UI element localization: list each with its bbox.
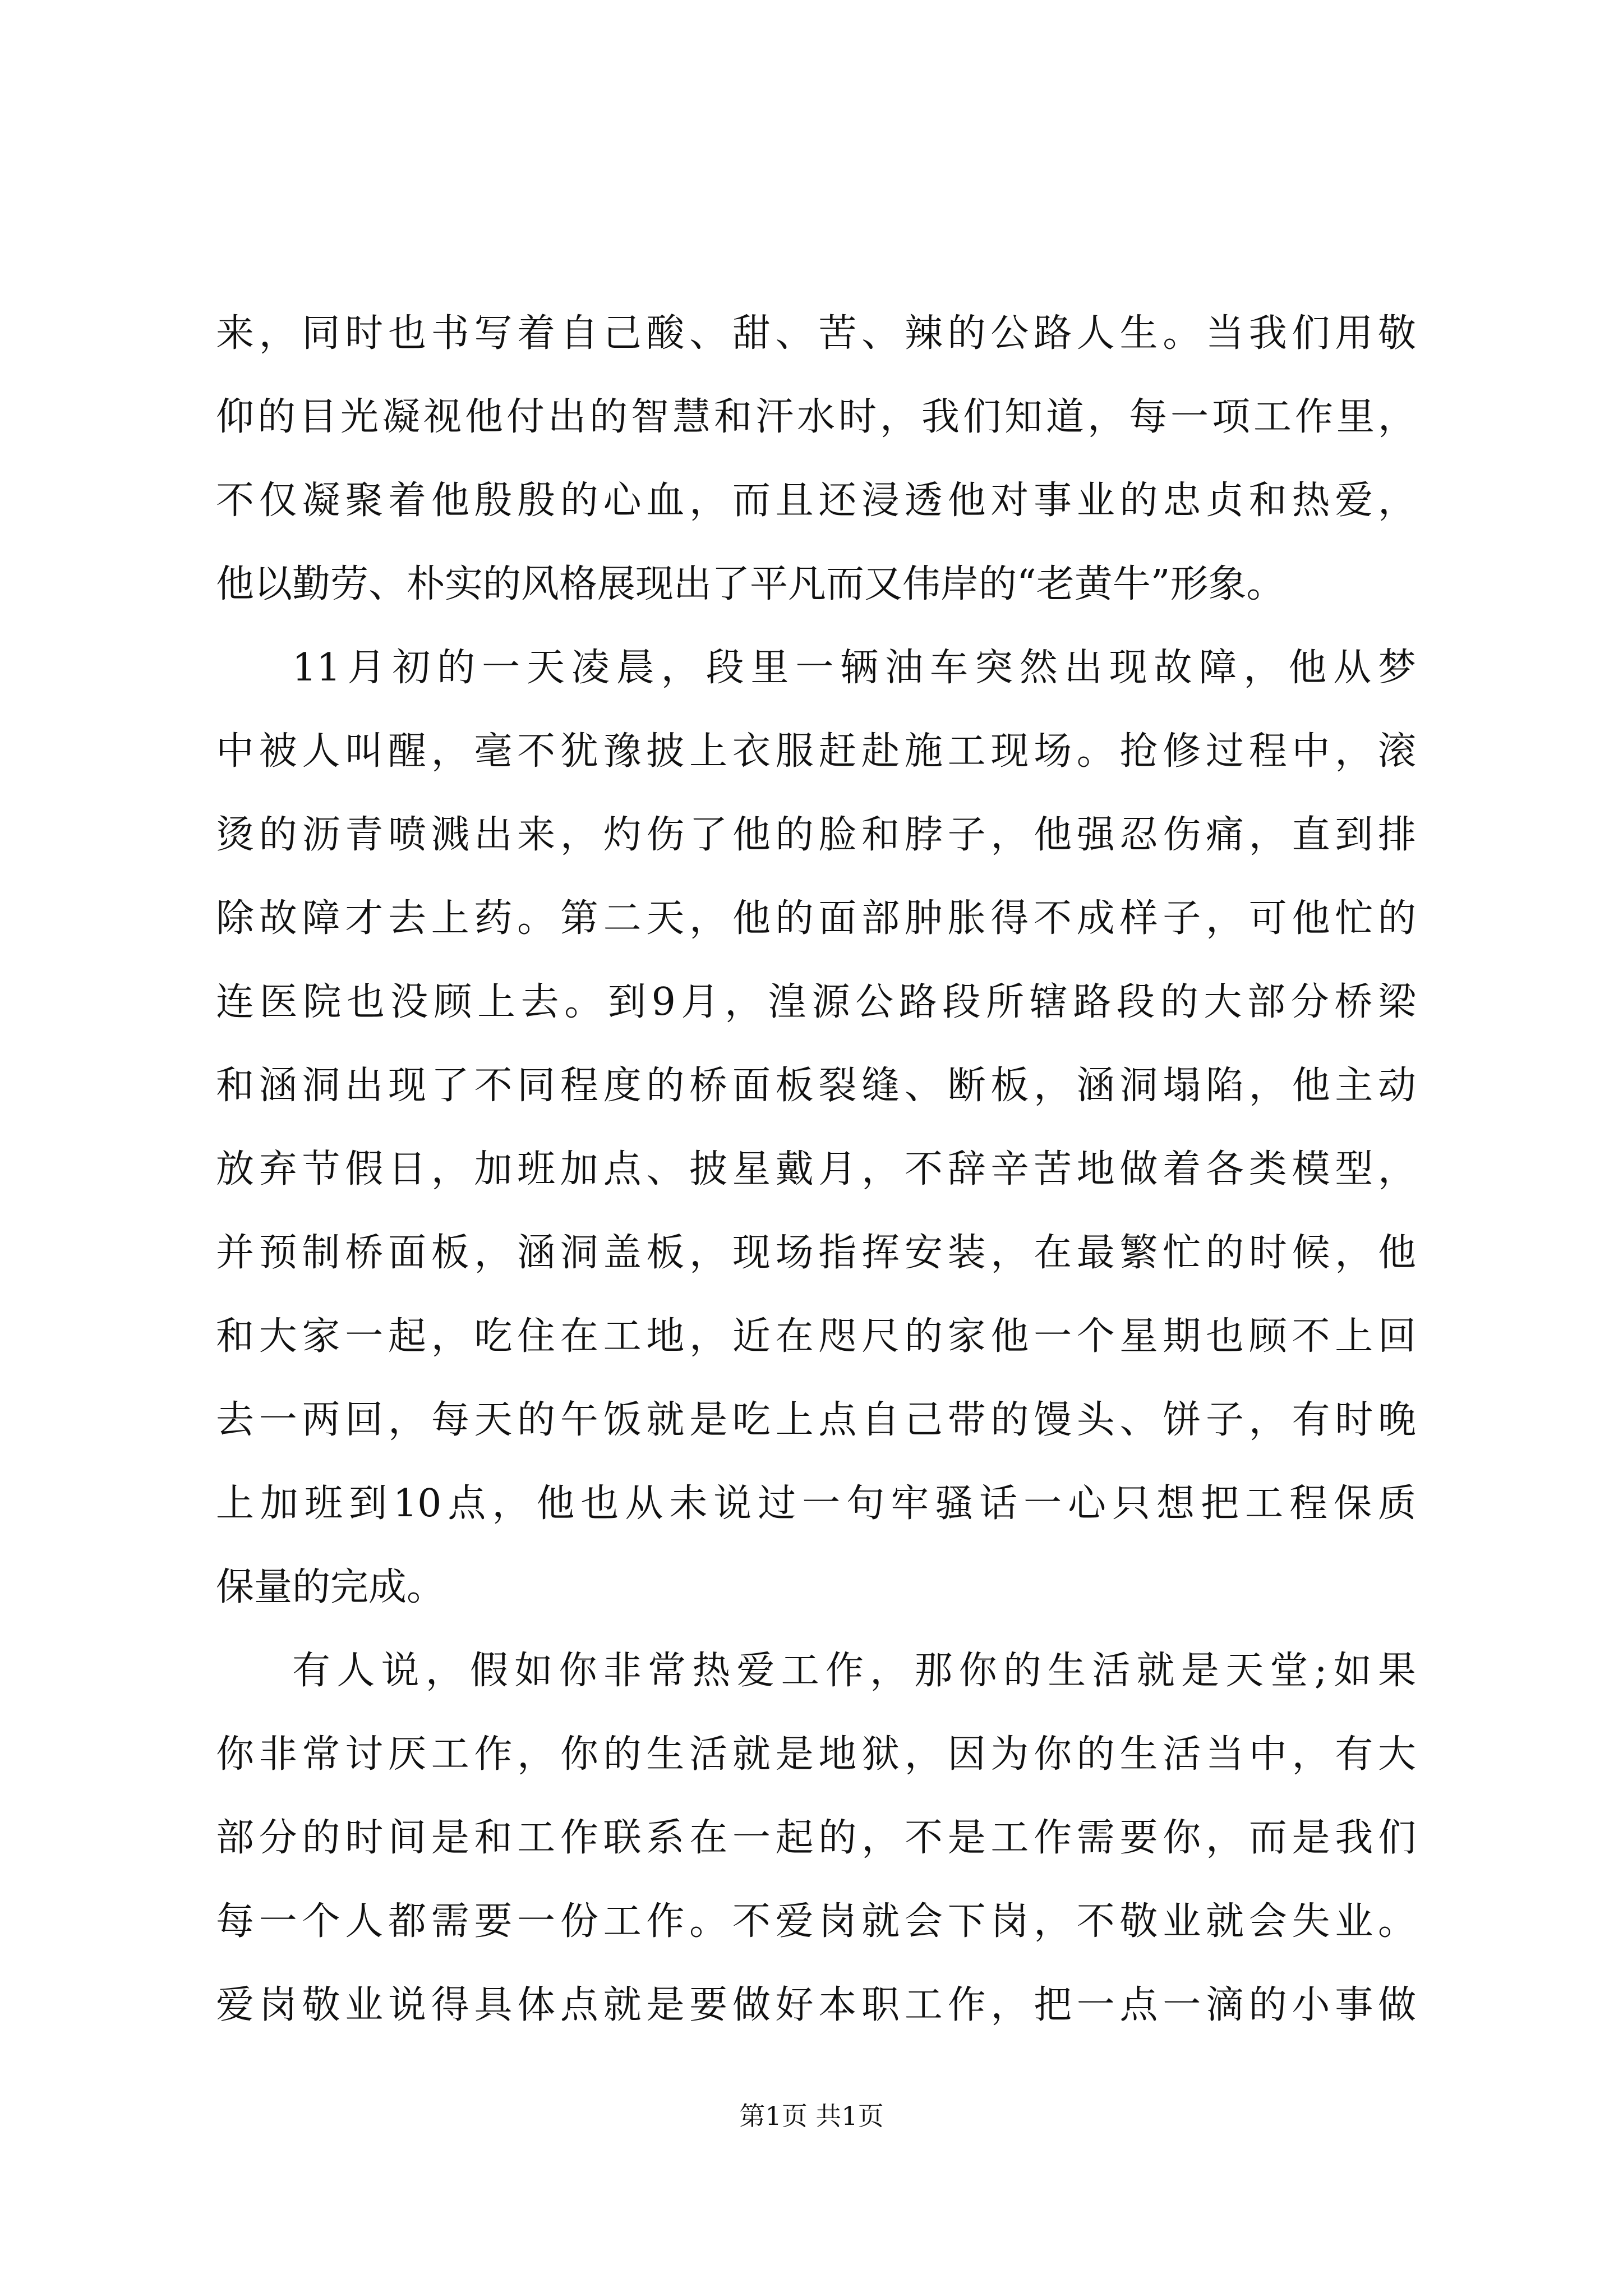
text-line: 仰的目光凝视他付出的智慧和汗水时，我们知道，每一项工作里， <box>216 395 1416 439</box>
text-line: 烫的沥青喷溅出来，灼伤了他的脸和脖子，他强忍伤痛，直到排 <box>216 813 1416 857</box>
page-footer: 第1页 共1页 <box>739 2101 884 2131</box>
text-line: 去一两回，每天的午饭就是吃上点自己带的馒头、饼子，有时晚 <box>216 1398 1416 1442</box>
text-line: 除故障才去上药。第二天，他的面部肿胀得不成样子，可他忙的 <box>216 896 1416 941</box>
document-body <box>216 292 1416 2047</box>
text-line: 和涵洞出现了不同程度的桥面板裂缝、断板，涵洞塌陷，他主动 <box>216 1064 1416 1108</box>
text-line: 保量的完成。 <box>216 1565 445 1609</box>
text-line: 和大家一起，吃住在工地，近在咫尺的家他一个星期也顾不上回 <box>216 1314 1416 1359</box>
text-line: 有人说，假如你非常热爱工作，那你的生活就是天堂;如果 <box>292 1649 1416 1693</box>
text-line: 部分的时间是和工作联系在一起的，不是工作需要你，而是我们 <box>216 1816 1416 1860</box>
text-line: 你非常讨厌工作，你的生活就是地狱，因为你的生活当中，有大 <box>216 1732 1416 1777</box>
text-line: 每一个人都需要一份工作。不爱岗就会下岗，不敬业就会失业。 <box>216 1899 1416 1944</box>
text-line: 爱岗敬业说得具体点就是要做好本职工作，把一点一滴的小事做 <box>216 1983 1416 2027</box>
text-line: 他以勤劳、朴实的风格展现出了平凡而又伟岸的“老黄牛”形象。 <box>216 562 1285 606</box>
text-line: 中被人叫醒，毫不犹豫披上衣服赶赴施工现场。抢修过程中，滚 <box>216 729 1416 774</box>
text-line: 上加班到10点，他也从未说过一句牢骚话一心只想把工程保质 <box>216 1481 1416 1526</box>
text-line: 放弃节假日，加班加点、披星戴月，不辞辛苦地做着各类模型， <box>216 1147 1416 1191</box>
text-line: 来，同时也书写着自己酸、甜、苦、辣的公路人生。当我们用敬 <box>216 311 1416 356</box>
text-line: 连医院也没顾上去。到9月，湟源公路段所辖路段的大部分桥梁 <box>216 980 1416 1024</box>
text-line: 不仅凝聚着他殷殷的心血，而且还浸透他对事业的忠贞和热爱， <box>216 478 1416 523</box>
text-line: 11月初的一天凌晨，段里一辆油车突然出现故障，他从梦 <box>292 646 1416 690</box>
text-line: 并预制桥面板，涵洞盖板，现场指挥安装，在最繁忙的时候，他 <box>216 1231 1416 1275</box>
